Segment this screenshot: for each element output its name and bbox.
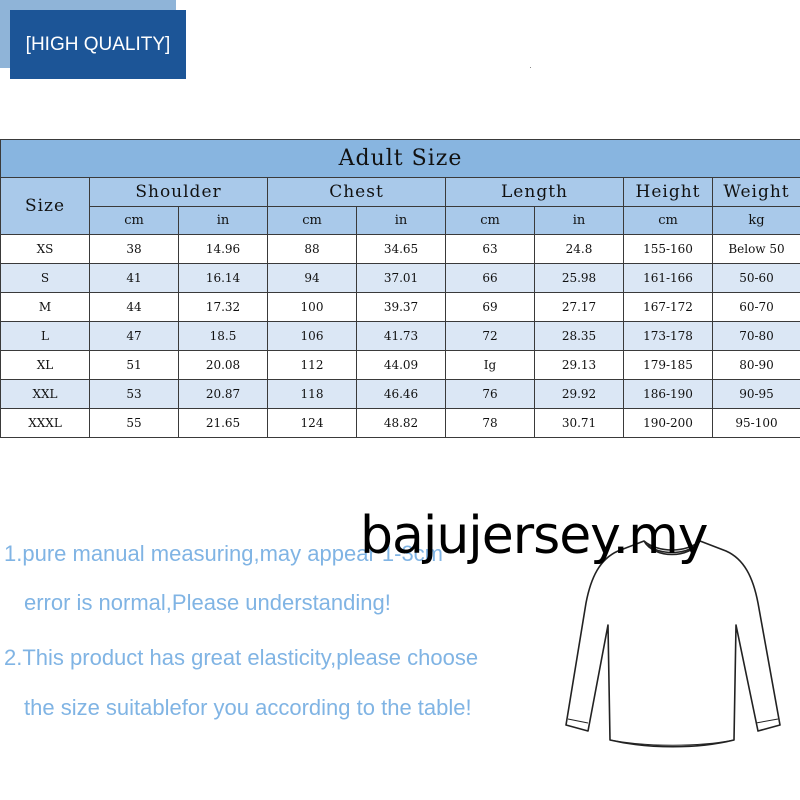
table-cell: 94 [268, 264, 357, 293]
high-quality-badge: [HIGH QUALITY] [10, 10, 186, 79]
size-label-cell: XL [1, 351, 90, 380]
table-row [1, 380, 800, 409]
table-row [1, 293, 800, 322]
table-cell: 25.98 [535, 264, 624, 293]
table-cell: 186-190 [624, 380, 713, 409]
table-cell: Ig [446, 351, 535, 380]
table-cell: 55 [90, 409, 179, 438]
table-cell: 41.73 [357, 322, 446, 351]
unit-header: cm [268, 207, 357, 235]
table-cell: 88 [268, 235, 357, 264]
table-row [1, 264, 800, 293]
table-row [1, 351, 800, 380]
table-cell: 48.82 [357, 409, 446, 438]
table-cell: 95-100 [713, 409, 800, 438]
unit-header: kg [713, 207, 800, 235]
group-header-weight: Weight [713, 178, 800, 207]
note-line-4: the size suitablefor you according to the table! [24, 695, 472, 720]
table-cell: 24.8 [535, 235, 624, 264]
table-cell: 16.14 [179, 264, 268, 293]
table-cell: 51 [90, 351, 179, 380]
table-cell: 28.35 [535, 322, 624, 351]
table-cell: 30.71 [535, 409, 624, 438]
size-column-header: Size [1, 178, 90, 235]
table-cell: 29.92 [535, 380, 624, 409]
table-cell: 167-172 [624, 293, 713, 322]
speck [530, 67, 531, 68]
table-row [1, 409, 800, 438]
unit-header: in [535, 207, 624, 235]
table-cell: 90-95 [713, 380, 800, 409]
unit-header: in [357, 207, 446, 235]
unit-header: in [179, 207, 268, 235]
size-label-cell: L [1, 322, 90, 351]
table-cell: 17.32 [179, 293, 268, 322]
note-line-1: 1.pure manual measuring,may appear 1-3cm [4, 541, 444, 566]
group-header-height: Height [624, 178, 713, 207]
unit-header: cm [90, 207, 179, 235]
table-title: Adult Size [1, 140, 800, 178]
table-cell: 179-185 [624, 351, 713, 380]
size-label-cell: XXL [1, 380, 90, 409]
table-cell: Below 50 [713, 235, 800, 264]
table-cell: 161-166 [624, 264, 713, 293]
table-cell: 20.87 [179, 380, 268, 409]
table-cell: 21.65 [179, 409, 268, 438]
table-cell: 18.5 [179, 322, 268, 351]
unit-header: cm [624, 207, 713, 235]
table-cell: 66 [446, 264, 535, 293]
table-title-row [1, 140, 800, 178]
table-cell: 100 [268, 293, 357, 322]
table-cell: 50-60 [713, 264, 800, 293]
table-cell: 173-178 [624, 322, 713, 351]
table-cell: 112 [268, 351, 357, 380]
table-cell: 53 [90, 380, 179, 409]
size-label-cell: S [1, 264, 90, 293]
table-cell: 20.08 [179, 351, 268, 380]
size-label-cell: M [1, 293, 90, 322]
size-chart-table [0, 139, 800, 438]
table-cell: 44 [90, 293, 179, 322]
table-cell: 106 [268, 322, 357, 351]
table-cell: 34.65 [357, 235, 446, 264]
table-cell: 29.13 [535, 351, 624, 380]
table-cell: 78 [446, 409, 535, 438]
table-cell: 70-80 [713, 322, 800, 351]
site-watermark: bajujersey.my [360, 506, 708, 566]
table-cell: 14.96 [179, 235, 268, 264]
table-cell: 41 [90, 264, 179, 293]
table-cell: 124 [268, 409, 357, 438]
table-cell: 80-90 [713, 351, 800, 380]
size-label-cell: XXXL [1, 409, 90, 438]
table-cell: 69 [446, 293, 535, 322]
group-header-length: Length [446, 178, 624, 207]
unit-header: cm [446, 207, 535, 235]
table-cell: 37.01 [357, 264, 446, 293]
table-cell: 46.46 [357, 380, 446, 409]
table-unit-header-row [1, 207, 800, 235]
table-cell: 27.17 [535, 293, 624, 322]
table-cell: 155-160 [624, 235, 713, 264]
table-row [1, 235, 800, 264]
group-header-chest: Chest [268, 178, 446, 207]
note-line-2: error is normal,Please understanding! [24, 590, 391, 615]
table-cell: 38 [90, 235, 179, 264]
table-cell: 39.37 [357, 293, 446, 322]
table-cell: 76 [446, 380, 535, 409]
table-cell: 63 [446, 235, 535, 264]
table-group-header-row [1, 178, 800, 207]
note-line-3: 2.This product has great elasticity,please choose [4, 645, 479, 670]
table-cell: 44.09 [357, 351, 446, 380]
table-cell: 60-70 [713, 293, 800, 322]
table-cell: 118 [268, 380, 357, 409]
group-header-shoulder: Shoulder [90, 178, 268, 207]
table-row [1, 322, 800, 351]
table-cell: 47 [90, 322, 179, 351]
size-label-cell: XS [1, 235, 90, 264]
table-cell: 190-200 [624, 409, 713, 438]
table-cell: 72 [446, 322, 535, 351]
